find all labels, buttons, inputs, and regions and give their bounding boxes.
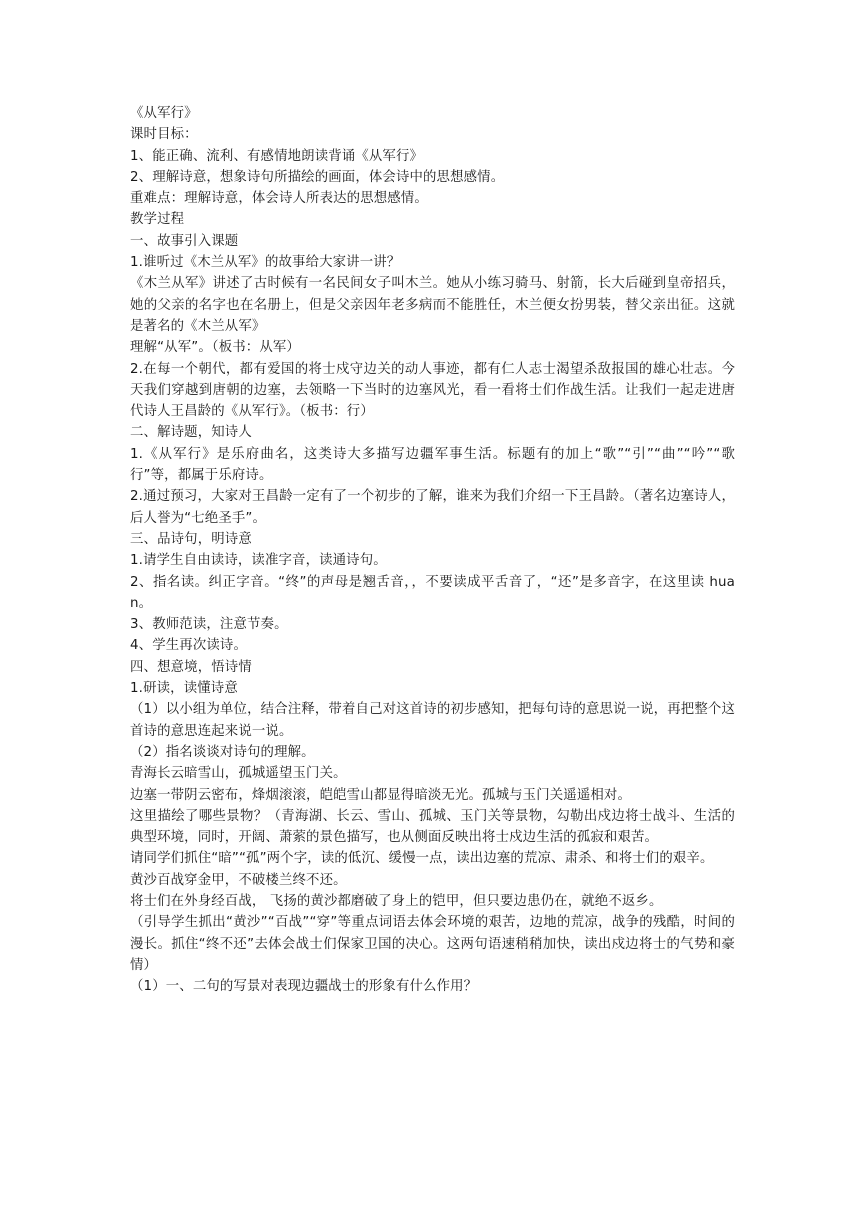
document-body: [130, 103, 735, 997]
section-heading: 四、想意境，悟诗情: [130, 659, 252, 675]
paragraph: 2.通过预习，大家对王昌龄一定有了一个初步的了解，谁来为我们介绍一下王昌龄。（著名边塞诗人，后人誉为“七绝圣手”。: [130, 489, 735, 526]
paragraph: 请同学们抓住“暗”“孤”两个字，读的低沉、缓慢一点，读出边塞的荒凉、肃杀、和将士们的艰辛。: [130, 851, 714, 867]
process-heading: 教学过程: [130, 212, 185, 228]
paragraph: 1.谁听过《木兰从军》的故事给大家讲一讲？: [130, 255, 401, 271]
paragraph: 这里描绘了哪些景物？（青海湖、长云、雪山、孤城、玉门关等景物，勾勒出戍边将士战斗、生活的典型环境，同时，开阔、萧萦的景色描写，也从侧面反映出将士戍边生活的孤寂和艰苦。: [130, 808, 735, 846]
key-difficulty: 重难点：理解诗意，体会诗人所表达的思想感情。: [130, 191, 428, 207]
lesson-title: 《从军行》: [130, 106, 198, 121]
objective-item: 2、理解诗意，想象诗句所描绘的画面，体会诗中的思想感情。: [130, 169, 505, 185]
section-heading: 一、故事引入课题: [130, 233, 239, 249]
objective-item: 1、能正确、流利、有感情地朗读背诵《从军行》: [130, 148, 424, 164]
objectives-heading: 课时目标：: [130, 127, 198, 143]
paragraph: 理解“从军”。（板书：从军）: [130, 340, 300, 356]
poem-line: 青海长云暗雪山，孤城遥望玉门关。: [130, 766, 347, 782]
paragraph: 4、学生再次读诗。: [130, 638, 247, 654]
section-heading: 二、解诗题，知诗人: [130, 425, 252, 441]
paragraph: 2、指名读。纠正字音。“终”的声母是翘舌音，，不要读成平舌音了，“还”是多音字，在这里读 huan。: [130, 574, 735, 611]
paragraph: 边塞一带阴云密布，烽烟滚滚，皑皑雪山都显得暗淡无光。孤城与玉门关遥遥相对。: [130, 787, 632, 803]
paragraph: 将士们在外身经百战， 飞扬的黄沙都磨破了身上的铠甲，但只要边患仍在，就绝不返乡。: [130, 893, 663, 909]
paragraph: 1.《从军行》是乐府曲名，这类诗大多描写边疆军事生活。标题有的加上“歌”“引”“曲”“吟”“歌行”等，都属于乐府诗。: [130, 446, 735, 484]
poem-line: 黄沙百战穿金甲，不破楼兰终不还。: [130, 872, 347, 888]
paragraph: （引导学生抓出“黄沙”“百战”“穿”等重点词语去体会环境的艰苦，边地的荒凉，战争的残酷，时间的漫长。抓住“终不还”去体会战士们保家卫国的决心。这两句语速稍稍加快，读出戍边将士的气势和豪情）: [130, 915, 735, 973]
paragraph: 1.请学生自由读诗，读准字音，读通诗句。: [130, 553, 387, 569]
paragraph: 3、教师范读，注意节奏。: [130, 617, 288, 633]
paragraph: 1.研读，读懂诗意: [130, 681, 238, 697]
paragraph: 2.在每一个朝代，都有爱国的将士戍守边关的动人事迹，都有仁人志士渴望杀敌报国的雄心壮志。今天我们穿越到唐朝的边塞，去领略一下当时的边塞风光，看一看将士们作战生活。让我们一起走进唐代诗人王昌龄的《从军行》。（板书：行）: [130, 361, 735, 420]
paragraph: 《木兰从军》讲述了古时候有一名民间女子叫木兰。她从小练习骑马、射箭，长大后碰到皇帝招兵，她的父亲的名字也在名册上，但是父亲因年老多病而不能胜任，木兰便女扮男装，替父亲出征。这就是著名的《木兰从军》: [130, 276, 735, 334]
paragraph: （1）一、二句的写景对表现边疆战士的形象有什么作用？: [130, 979, 478, 995]
paragraph: （2）指名谈谈对诗句的理解。: [130, 744, 315, 760]
section-heading: 三、品诗句，明诗意: [130, 531, 252, 547]
paragraph: （1）以小组为单位，结合注释，带着自己对这首诗的初步感知，把每句诗的意思说一说，再把整个这首诗的意思连起来说一说。: [130, 702, 735, 739]
